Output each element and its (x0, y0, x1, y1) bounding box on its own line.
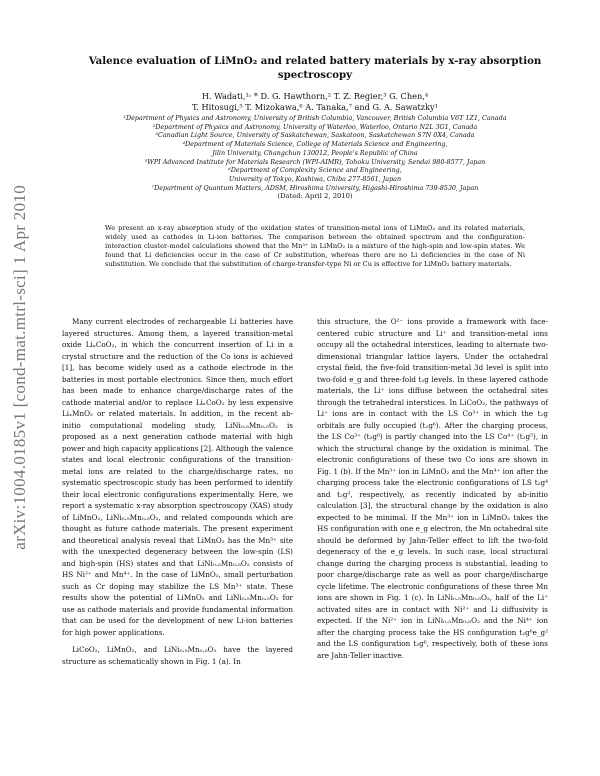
author-list (70, 91, 560, 112)
arxiv-stamp: arXiv:1004.0185v1 [cond-mat.mtrl-sci] 1 Apr 2010 (10, 185, 29, 550)
paragraph: this structure, the O²⁻ ions provide a framework with face-centered cubic structure and Li⁺ and transition-metal ions occupy all the octahedral interstices, leading to alternate two-dimensional triangular lattice layers. Under the octahedral crystal field, the five-fold transition-metal 3d level is split into two-fold e_g and three-fold t₂g levels. In these layered cathode materials, the Li⁺ ions diffuse between the octahedral sites through the tetrahedral interstices. In LiCoO₂, the pathways of Li⁺ ions are in contact with the LS Co³⁺ in which the t₂g orbitals are fully occupied (t₂g⁶). After the charging process, the LS Co³⁺ (t₂g⁶) is partly changed into the LS Co⁴⁺ (t₂g⁵), in which the structural change by the oxidation is minimal. The electronic configurations of these two Co ions are shown in Fig. 1 (b). If the Mn³⁺ ion in LiMnO₂ and the Mn⁴⁺ ion after the charging process take the electronic configurations of LS t₂g⁴ and t₂g³, respectively, as recently indicated by ab-initio calculation [3], the structural change by the oxidation is also expected to be minimal. If the Mn³⁺ ion in LiMnO₂ takes the HS configuration with one e_g electron, the Mn octahedral site should be deformed by Jahn-Teller effect to lift the two-fold degeneracy of the e_g levels. In such case, local structural change during the charging process is substantial, leading to poor charge/discharge rate as well as poor charge/discharge cycle lifetime. The electronic configurations of these three Mn ions are shown in Fig. 1 (c). In LiNi₀.₅Mn₀.₅O₂, half of the Li⁺ activated sites are in contact with Ni²⁺ and Li diffusivity is expected. If the Ni²⁺ ion in LiNi₀.₅Mn₀.₅O₂ and the Ni⁴⁺ ion after the charging process take the HS configuration t₂g⁶e_g² and the LS configuration t₂g⁶, respectively, both of these ions are Jahn-Teller inactive. (317, 317, 548, 660)
title-line: Valence evaluation of LiMnO₂ and related battery materials by x-ray absorption (88, 55, 542, 67)
body-right-column (317, 316, 548, 661)
dated-line: (Dated: April 2, 2010) (277, 192, 353, 201)
abstract: We present an x-ray absorption study of the oxidation states of transition-metal ions of LiMnO₂ and its related materials, widely used as cathodes in Li-ion batteries. The comparison between the obtained spectrum and the configuration-interaction cluster-model calculations showed that the Mn³⁺ in LiMnO₂ is a mixture of the high-spin and low-spin states. We found that Li deficiencies occur in the case of Cr substitution, whereas there are no Li deficiencies in the case of Ni substitution. We conclude that the substitution of charge-transfer-type Ni or Cu is effective for LiMnO₂ battery materials. (105, 224, 525, 268)
paragraph: LiCoO₂, LiMnO₂, and LiNi₀.₅Mn₀.₅O₂ have the layered structure as schematically shown in Fig. 1 (a). In (62, 645, 293, 666)
affiliation: ³Canadian Light Source, University of Saskatchewan, Saskatoon, Saskatchewan S7N 0X4, Canada (155, 131, 475, 140)
affiliation: ⁷Department of Quantum Matters, ADSM, Hiroshima University, Higashi-Hiroshima 739-8530, Japan (151, 183, 479, 192)
affiliation: ⁴Department of Materials Science, College of Materials Science and Engineering, (182, 140, 448, 149)
affiliation: University of Tokyo, Kashiwa, Chiba 277-8561, Japan (228, 174, 402, 183)
affiliation: ⁵WPI Advanced Institute for Materials Research (WPI-AIMR), Tohoku University, Sendai 980-8577, Japan (144, 157, 486, 166)
affiliation: Jilin University, Changchun 130012, People's Republic of China (212, 148, 418, 157)
affiliation: ²Department of Physics and Astronomy, University of Waterloo, Waterloo, Ontario N2L 3G1, Canada (152, 122, 478, 131)
affiliation: ¹Department of Physics and Astronomy, University of British Columbia, Vancouver, British Columbia V6T 1Z1, Canada (123, 114, 507, 122)
affiliation: ⁶Department of Complexity Science and Engineering, (228, 166, 402, 175)
author-line: H. Wadati,¹˒ * D. G. Hawthorn,² T. Z. Regier,³ G. Chen,⁴ (201, 91, 429, 101)
paper-title (80, 54, 550, 82)
paragraph: Many current electrodes of rechargeable Li batteries have layered structures. Among them, a layered transition-metal oxide LiₓCoO₂, in which the concurrent insertion of Li in a crystal structure and the reduction of the Co ions is achieved [1], has become widely used as a cathode electrode in the batteries in most portable electronics. Since then, much effort has been made to enhance charge/discharge rates of the cathode material and/or to replace LiₓCoO₂ by less expensive LiₓMnO₂ or related materials. In addition, in the recent ab-initio computational modeling study, LiNi₀.₅Mn₀.₅O₂ is proposed as a next generation cathode material with high power and high capacity applications [2]. Although the valence states and local electronic configurations of the transition-metal ions are related to the charge/discharge rates, no systematic spectroscopic study has been performed to identify their local electronic configurations experimentally. Here, we report a systematic x-ray absorption spectroscopy (XAS) study of LiMnO₂, LiNi₀.₅Mn₀.₅O₂, and related compounds which are thought as future cathode materials. The present experiment and theoretical analysis reveal that LiMnO₂ has the Mn³⁺ site with the unexpected degeneracy between the low-spin (LS) and high-spin (HS) states and that LiNi₀.₅Mn₀.₅O₂ consists of HS Ni²⁺ and Mn⁴⁺. In the case of LiMnO₂, small perturbation such as Cr doping may stabilize the LS Mn³⁺ state. These results show the potential of LiMnO₂ and LiNi₀.₅Mn₀.₅O₂ for use as cathode materials and provide fundamental information that can be used for the development of new Li-ion batteries for high power applications. (62, 317, 293, 637)
body-left-column (62, 316, 293, 667)
affiliations (70, 114, 560, 201)
author-line: T. Hitosugi,⁵ T. Mizokawa,⁶ A. Tanaka,⁷ and G. A. Sawatzky¹ (192, 101, 438, 112)
title-line: spectroscopy (277, 69, 353, 81)
